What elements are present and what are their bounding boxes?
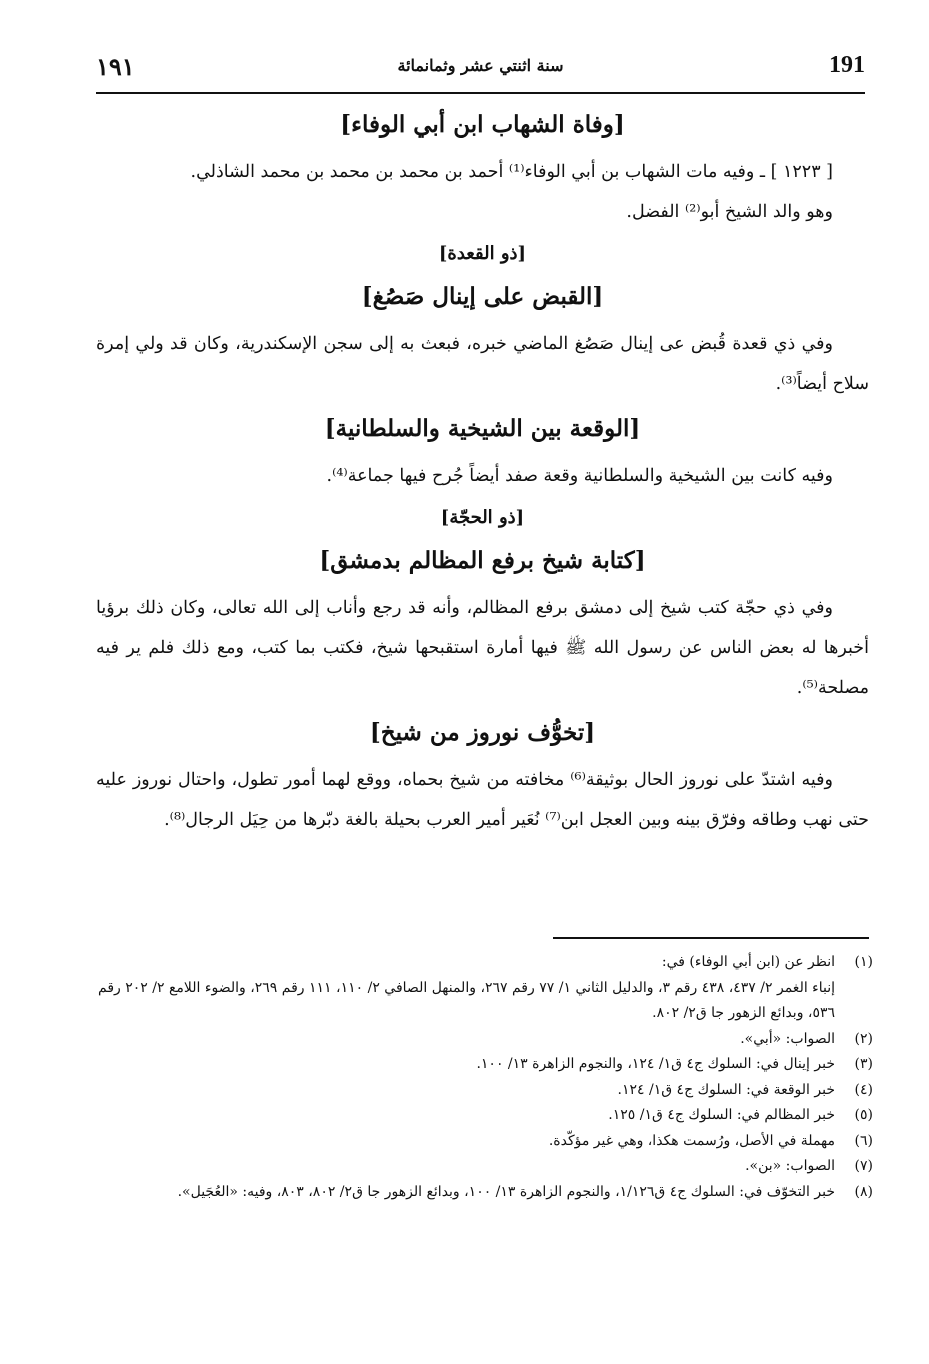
month-heading: [ذو القعدة] [438, 243, 527, 264]
footnote-number: (٨) [854, 1183, 873, 1200]
paragraph: [ ١٢٢٣ ] ـ وفيه مات الشهاب بن أبي الوفاء⁽¹⁾ أحمد بن محمد بن محمد بن محمد الشاذلي. [190, 162, 833, 182]
footnote [98, 1154, 873, 1180]
footnote-text: انظر عن (ابن أبي الوفاء) في: [661, 954, 835, 970]
footnote [98, 1103, 873, 1129]
month-heading: [ذو الحجّة] [440, 507, 525, 528]
section-heading: [وفاة الشهاب ابن أبي الوفاء] [340, 111, 625, 138]
main-text [96, 100, 869, 840]
section-heading: [كتابة شيخ برفع المظالم بدمشق] [319, 547, 646, 574]
paragraph: وفي ذي حجّة كتب شيخ إلى دمشق برفع المظالم، وأنه قد رجع وأناب إلى الله تعالى، وكان ذلك برؤيا أخبرها له بعض الناس عن رسول الله ﷺ فيها أمارة استقبحها شيخ، فكتب بما كتب، ومع ذلك فلم ير فيه مصلحة⁽⁵⁾. [96, 598, 869, 698]
footnote-number: (٢) [854, 1030, 873, 1047]
footnote-number: (٥) [854, 1107, 873, 1123]
section-heading: [القبض على إينال صَصُغ] [361, 283, 604, 310]
paragraph: وفيه اشتدّ على نوروز الحال بوثيقة⁽⁶⁾ مخافته من شيخ بحماه، ووقع لهما أمور تطول، واحتال نوروز عليه حتى نهب وطاقه وفرّق بينه وبين العجل ابن⁽⁷⁾ نُعَير أمير العرب بحيلة بالغة دبّرها من حِيَل الرجال⁽⁸⁾. [96, 770, 869, 830]
section-heading: [الوقعة بين الشيخية والسلطانية] [324, 415, 641, 442]
footnote-text: خبر التخوّف في: السلوك ج٤ ق١/١٢٦، والنجوم الزاهرة ١٣/ ١٠٠، وبدائع الزهور جا ق٢/ ٨٠٢، ٨٠٣، وفيه: «العُجَيل». [177, 1183, 835, 1200]
footnote [98, 1078, 873, 1104]
page-header [96, 46, 865, 94]
footnote [98, 1052, 873, 1078]
footnote-text: الصواب: «أبي». [740, 1030, 835, 1047]
footnote [98, 1180, 873, 1206]
footnote-divider [553, 937, 869, 939]
page-number-arabic: ١٩١ [96, 52, 135, 81]
footnote [98, 950, 873, 1027]
footnote [98, 1027, 873, 1053]
paragraph: وفيه كانت بين الشيخية والسلطانية وقعة صفد أيضاً جُرح فيها جماعة⁽⁴⁾. [326, 466, 833, 486]
footnote-text: مهملة في الأصل، ورُسمت هكذا، وهي غير مؤكّدة. [548, 1132, 835, 1149]
footnote-number: (٤) [854, 1081, 873, 1098]
footnotes [98, 950, 873, 1205]
running-title: سنة اثنتي عشر وثمانمائة [397, 56, 564, 75]
footnote-number: (١) [854, 954, 873, 970]
section-heading: [تخوُّف نوروز من شيخ] [369, 719, 596, 746]
footnote-text: إنباء الغمر ٢/ ٤٣٧، ٤٣٨ رقم ٣، والدليل الثاني ١/ ٧٧ رقم ٢٦٧، والمنهل الصافي ٢/ ١١٠، ١١١ رقم ٢٦٩، والضوء اللامع ٢/ ٢٠٢ رقم ٥٣٦، وبدائع الزهور جا ق٢/ ٨٠٢. [98, 979, 836, 1021]
footnote-text: خبر إينال في: السلوك ج٤ ق١/ ١٢٤، والنجوم الزاهرة ١٣/ ١٠٠. [476, 1056, 835, 1072]
footnote-text: خبر الوقعة في: السلوك ج٤ ق١/ ١٢٤. [617, 1081, 835, 1098]
footnote-number: (٣) [854, 1056, 873, 1072]
footnote [98, 1129, 873, 1155]
paragraph: وهو والد الشيخ أبو⁽²⁾ الفضل. [626, 202, 833, 222]
footnote-text: خبر المظالم في: السلوك ج٤ ق١/ ١٢٥. [608, 1107, 835, 1123]
paragraph: وفي ذي قعدة قُبض عى إينال صَصُغ الماضي خبره، فبعث به إلى سجن الإسكندرية، وكان قد ولي إمرة سلاح أيضاً⁽³⁾. [96, 334, 869, 394]
footnote-text: الصواب: «بن». [745, 1158, 835, 1174]
footnote-number: (٧) [854, 1158, 873, 1174]
page-number-latin: 191 [829, 52, 865, 78]
footnote-number: (٦) [854, 1132, 873, 1149]
